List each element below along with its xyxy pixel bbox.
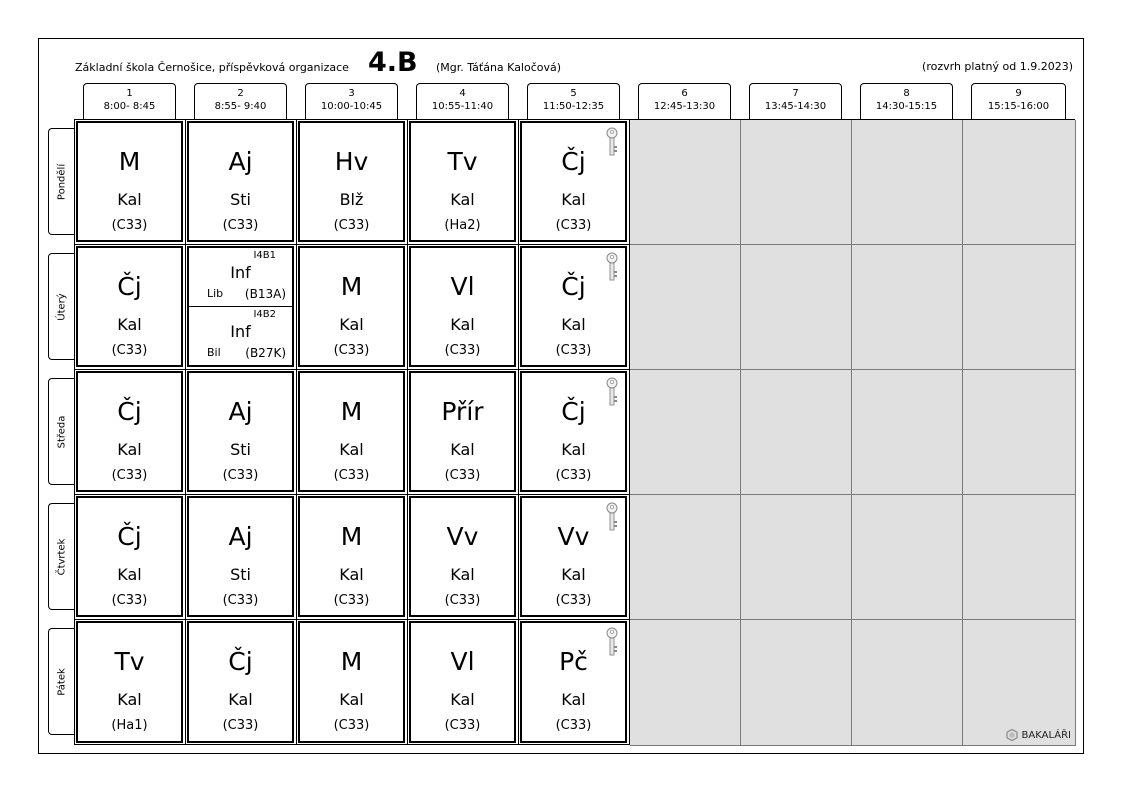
period-number: 7 [792, 88, 799, 99]
subject: Přír [441, 397, 484, 426]
empty-slot [630, 495, 741, 620]
lesson-cell [298, 371, 405, 492]
timetable-sheet [38, 38, 1084, 754]
day-header-3 [48, 378, 74, 485]
empty-slot [630, 245, 741, 370]
day-header-5 [48, 628, 74, 735]
day-header-2 [48, 253, 74, 360]
key-icon [605, 627, 619, 657]
lesson-cell [520, 371, 627, 492]
room: (C33) [555, 343, 592, 358]
period-number: 4 [459, 88, 466, 99]
teacher-abbr: Sti [230, 565, 251, 584]
day-label: Pátek [56, 667, 67, 696]
period-time: 10:55-11:40 [431, 101, 494, 112]
day-label: Pondělí [56, 163, 67, 200]
subject: M [118, 147, 141, 176]
subject: Inf [230, 322, 251, 341]
validity-note: (rozvrh platný od 1.9.2023) [922, 60, 1073, 73]
empty-slot [852, 245, 963, 370]
empty-slot [852, 495, 963, 620]
period-time: 8:00- 8:45 [103, 101, 156, 112]
subject: Aj [228, 522, 253, 551]
subject: M [340, 397, 363, 426]
lesson-cell [187, 121, 294, 242]
teacher-abbr: Kal [117, 190, 142, 209]
period-number: 3 [348, 88, 355, 99]
row-divider [75, 619, 630, 620]
teacher-abbr: Kal [561, 315, 586, 334]
room: (C33) [444, 593, 481, 608]
room: (C33) [111, 468, 148, 483]
lesson-cell [520, 621, 627, 743]
teacher-abbr: Sti [230, 190, 251, 209]
subject: Tv [447, 147, 478, 176]
room: (C33) [444, 468, 481, 483]
teacher-abbr: Kal [561, 565, 586, 584]
empty-slot [852, 370, 963, 495]
room: (B13A) [244, 287, 286, 301]
lesson-cell [298, 621, 405, 743]
lesson-cell [76, 621, 183, 743]
room: (C33) [222, 468, 259, 483]
teacher-abbr: Kal [339, 440, 364, 459]
key-icon [605, 502, 619, 532]
lesson-cell [520, 246, 627, 367]
subject: M [340, 272, 363, 301]
subject: Čj [117, 272, 142, 301]
lesson-cell [76, 496, 183, 617]
empty-slot [852, 120, 963, 245]
lesson-cell [409, 121, 516, 242]
empty-slot [963, 620, 1076, 746]
room: (C33) [444, 343, 481, 358]
teacher-abbr: Kal [339, 565, 364, 584]
teacher-abbr: Kal [450, 190, 475, 209]
empty-slot [741, 120, 852, 245]
lesson-cell [76, 121, 183, 242]
empty-slot [630, 620, 741, 746]
row-divider [75, 369, 630, 370]
period-number: 2 [237, 88, 244, 99]
day-label: Středa [56, 415, 67, 448]
empty-slot [630, 120, 741, 245]
key-icon [605, 252, 619, 282]
lesson-cell [76, 246, 183, 367]
bakalari-logo [1006, 729, 1071, 741]
teacher-abbr: Kal [117, 565, 142, 584]
bakalari-logo-text: BAKALÁŘI [1021, 729, 1071, 741]
key-icon [605, 127, 619, 157]
room: (Ha1) [111, 718, 148, 733]
subject: Vl [450, 272, 475, 301]
lesson-cell [187, 496, 294, 617]
teacher-abbr: Lib [207, 287, 224, 300]
group-name: I4B1 [253, 250, 276, 261]
empty-slot [963, 120, 1076, 245]
subject: Aj [228, 397, 253, 426]
timetable-grid [74, 119, 1075, 745]
period-header-4 [416, 83, 509, 119]
lesson-cell [520, 496, 627, 617]
group-name: I4B2 [253, 309, 276, 320]
empty-slot [963, 370, 1076, 495]
lesson-cell [409, 246, 516, 367]
teacher-abbr: Kal [450, 565, 475, 584]
period-header-8 [860, 83, 953, 119]
empty-slot [963, 245, 1076, 370]
period-time: 15:15-16:00 [987, 101, 1050, 112]
period-number: 8 [903, 88, 910, 99]
group-lesson [189, 307, 292, 366]
room: (C33) [333, 343, 370, 358]
subject: Čj [117, 522, 142, 551]
lesson-cell [409, 496, 516, 617]
column-divider [185, 120, 186, 744]
period-header-3 [305, 83, 398, 119]
room: (C33) [555, 218, 592, 233]
room: (C33) [333, 718, 370, 733]
teacher-abbr: Kal [561, 690, 586, 709]
empty-slot [741, 245, 852, 370]
period-header-5 [527, 83, 620, 119]
subject: Vv [557, 522, 590, 551]
period-header-6 [638, 83, 731, 119]
period-time: 14:30-15:15 [875, 101, 938, 112]
period-number: 6 [681, 88, 688, 99]
teacher-abbr: Kal [117, 315, 142, 334]
subject: Aj [228, 147, 253, 176]
column-divider [629, 120, 630, 744]
teacher-abbr: Kal [117, 440, 142, 459]
subject: M [340, 647, 363, 676]
teacher-abbr: Kal [450, 440, 475, 459]
day-label: Čtvrtek [56, 538, 67, 575]
teacher-abbr: Kal [561, 190, 586, 209]
group-lesson [189, 248, 292, 307]
lesson-cell [520, 121, 627, 242]
day-header-4 [48, 503, 74, 610]
subject: Vv [446, 522, 479, 551]
lesson-cell [298, 121, 405, 242]
lesson-cell [409, 621, 516, 743]
subject: Inf [230, 263, 251, 282]
subject: Tv [114, 647, 145, 676]
subject: Hv [334, 147, 369, 176]
teacher-abbr: Kal [450, 315, 475, 334]
period-header-9 [971, 83, 1066, 119]
teacher-abbr: Kal [561, 440, 586, 459]
lesson-cell [298, 246, 405, 367]
period-time: 11:50-12:35 [542, 101, 605, 112]
lesson-cell [298, 496, 405, 617]
room: (C33) [444, 718, 481, 733]
room: (Ha2) [444, 218, 481, 233]
room: (C33) [111, 593, 148, 608]
lesson-cell [187, 621, 294, 743]
class-teacher: (Mgr. Táťána Kaločová) [436, 61, 562, 74]
day-label: Úterý [56, 292, 67, 321]
room: (C33) [555, 593, 592, 608]
key-icon [605, 377, 619, 407]
column-divider [407, 120, 408, 744]
class-name: 4.B [368, 47, 418, 78]
teacher-abbr: Kal [117, 690, 142, 709]
empty-slot [630, 370, 741, 495]
period-number: 9 [1015, 88, 1022, 99]
room: (C33) [555, 468, 592, 483]
teacher-abbr: Kal [228, 690, 253, 709]
subject: Vl [450, 647, 475, 676]
teacher-abbr: Blž [339, 190, 364, 209]
empty-slot [852, 620, 963, 746]
lesson-cell [76, 371, 183, 492]
subject: Čj [561, 272, 586, 301]
empty-slot [741, 495, 852, 620]
period-time: 13:45-14:30 [764, 101, 827, 112]
lesson-cell [187, 246, 294, 367]
room: (C33) [333, 218, 370, 233]
period-time: 10:00-10:45 [320, 101, 383, 112]
teacher-abbr: Kal [339, 315, 364, 334]
period-header-2 [194, 83, 287, 119]
column-divider [296, 120, 297, 744]
day-header-1 [48, 128, 74, 235]
empty-slot [741, 370, 852, 495]
period-number: 5 [570, 88, 577, 99]
period-time: 8:55- 9:40 [214, 101, 267, 112]
subject: Čj [117, 397, 142, 426]
room: (C33) [111, 343, 148, 358]
room: (C33) [222, 718, 259, 733]
period-time: 12:45-13:30 [653, 101, 716, 112]
subject: Čj [561, 397, 586, 426]
row-divider [75, 494, 630, 495]
period-number: 1 [126, 88, 133, 99]
school-name: Základní škola Černošice, příspěvková organizace [75, 61, 349, 74]
subject: Pč [559, 647, 588, 676]
room: (C33) [111, 218, 148, 233]
empty-slot [963, 495, 1076, 620]
room: (C33) [222, 593, 259, 608]
lesson-cell [409, 371, 516, 492]
room: (B27K) [245, 346, 286, 360]
room: (C33) [222, 218, 259, 233]
row-divider [75, 244, 630, 245]
empty-slot [741, 620, 852, 746]
lesson-cell [187, 371, 294, 492]
room: (C33) [333, 468, 370, 483]
teacher-abbr: Kal [339, 690, 364, 709]
subject: Čj [228, 647, 253, 676]
period-header-1 [83, 83, 176, 119]
bakalari-logo-icon [1006, 729, 1018, 741]
period-header-7 [749, 83, 842, 119]
subject: M [340, 522, 363, 551]
column-divider [518, 120, 519, 744]
room: (C33) [333, 593, 370, 608]
teacher-abbr: Kal [450, 690, 475, 709]
room: (C33) [555, 718, 592, 733]
teacher-abbr: Sti [230, 440, 251, 459]
teacher-abbr: Bil [207, 346, 221, 359]
subject: Čj [561, 147, 586, 176]
